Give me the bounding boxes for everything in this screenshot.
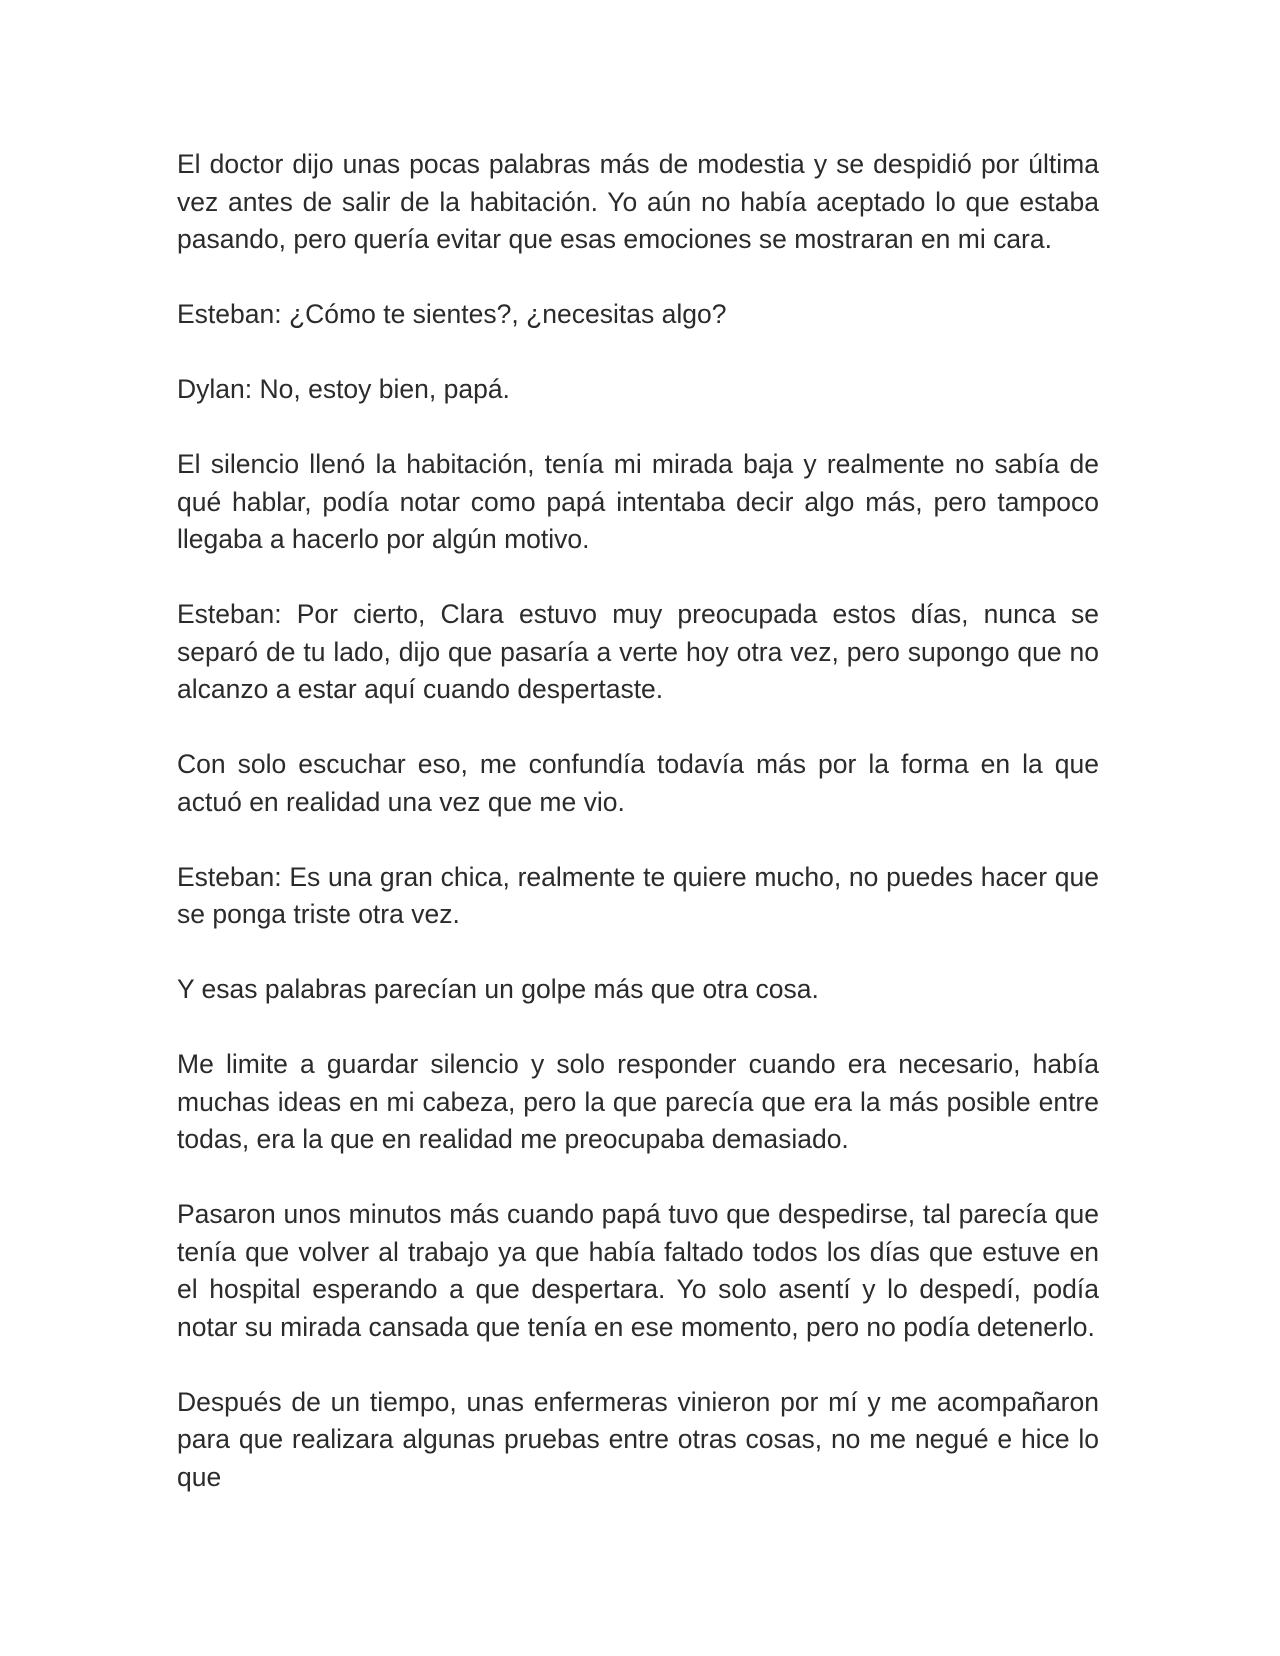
paragraph-10: Pasaron unos minutos más cuando papá tuvo que despedirse, tal parecía que tenía que volver al trabajo ya que había faltado todos los días que estuve en el hospital esperando a que despertara. Yo solo asentí y lo despedí, podía notar su mirada cansada que tenía en ese momento, pero no podía detenerlo. (177, 1199, 1099, 1342)
paragraph-7: Esteban: Es una gran chica, realmente te quiere mucho, no puedes hacer que se ponga triste otra vez. (177, 861, 1099, 929)
paragraph-5: Esteban: Por cierto, Clara estuvo muy preocupada estos días, nunca se separó de tu lado, dijo que pasaría a verte hoy otra vez, pero supongo que no alcanzo a estar aquí cuando despertaste. (177, 599, 1099, 704)
paragraph-11: Después de un tiempo, unas enfermeras vinieron por mí y me acompañaron para que realizara algunas pruebas entre otras cosas, no me negué e hice lo que (177, 1386, 1099, 1492)
paragraph-4: El silencio llenó la habitación, tenía mi mirada baja y realmente no sabía de qué hablar, podía notar como papá intentaba decir algo más, pero tampoco llegaba a hacerlo por algún motivo. (177, 449, 1099, 554)
paragraph-9: Me limite a guardar silencio y solo responder cuando era necesario, había muchas ideas en mi cabeza, pero la que parecía que era la más posible entre todas, era la que en realidad me preocupaba demasiado. (177, 1049, 1099, 1154)
paragraph-3: Dylan: No, estoy bien, papá. (177, 374, 510, 404)
paragraph-1: El doctor dijo unas pocas palabras más de modestia y se despidió por última vez antes de salir de la habitación. Yo aún no había aceptado lo que estaba pasando, pero quería evitar que esas emociones se mostraran en mi cara. (177, 149, 1099, 254)
body-text (177, 146, 1099, 1534)
paragraph-6: Con solo escuchar eso, me confundía todavía más por la forma en la que actuó en realidad una vez que me vio. (177, 749, 1099, 817)
paragraph-8: Y esas palabras parecían un golpe más que otra cosa. (177, 974, 819, 1004)
paragraph-2: Esteban: ¿Cómo te sientes?, ¿necesitas algo? (177, 299, 727, 329)
